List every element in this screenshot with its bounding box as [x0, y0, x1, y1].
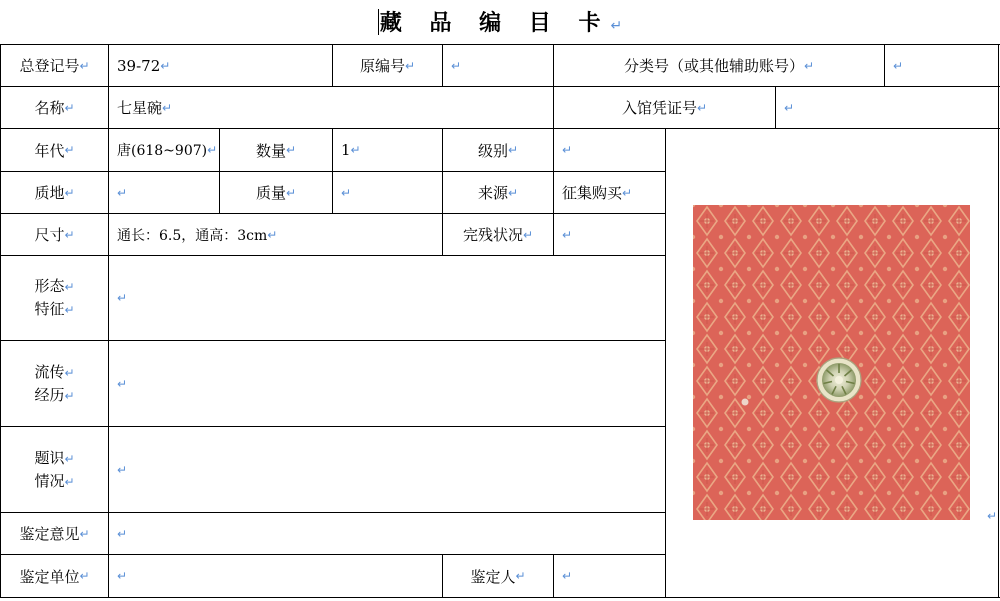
weight-value[interactable]: ↵ — [341, 185, 352, 200]
era-label: 年代 ↵ — [34, 141, 75, 160]
side-paragraph-mark: ↵ — [987, 509, 998, 523]
artifact-photo — [693, 205, 970, 520]
name-value[interactable]: 七星碗 ↵ — [117, 99, 173, 117]
card-title-text: 藏 品 编 目 卡 — [379, 11, 611, 36]
bowl-photo-image — [693, 205, 970, 520]
shape-label: 形态↵ 特征↵ — [34, 277, 75, 318]
grade-value[interactable]: ↵ — [562, 143, 573, 157]
appraisal-unit-value[interactable]: ↵ — [117, 569, 128, 583]
condition-value[interactable]: ↵ — [562, 227, 573, 242]
qty-value[interactable]: 1 ↵ — [341, 141, 361, 159]
text-cursor — [378, 9, 379, 35]
history-value[interactable]: ↵ — [117, 376, 128, 391]
qty-label: 数量 ↵ — [255, 141, 297, 160]
history-label: 流传↵ 经历↵ — [34, 362, 75, 404]
era-value[interactable]: 唐(618~907) ↵ — [117, 143, 218, 159]
source-label: 来源 ↵ — [477, 184, 519, 202]
source-value[interactable]: 征集购买 ↵ — [562, 184, 633, 202]
class-no-label: 分类号（或其他辅助账号） ↵ — [623, 57, 815, 75]
appraisal-value[interactable]: ↵ — [117, 526, 128, 541]
name-label: 名称 ↵ — [34, 99, 75, 117]
size-value[interactable]: 通长：6.5，通高：3cm ↵ — [117, 227, 278, 244]
entry-voucher-value[interactable]: ↵ — [784, 100, 795, 115]
weight-label: 质量 ↵ — [255, 184, 297, 202]
orig-no-label: 原编号 ↵ — [359, 57, 416, 75]
appraiser-value[interactable]: ↵ — [562, 569, 573, 583]
total-reg-no-value[interactable]: 39-72 ↵ — [117, 56, 171, 75]
appraisal-label: 鉴定意见 ↵ — [19, 525, 90, 543]
material-value[interactable]: ↵ — [117, 185, 128, 200]
entry-voucher-label: 入馆凭证号 ↵ — [621, 99, 708, 117]
shape-value[interactable]: ↵ — [117, 291, 128, 305]
size-label: 尺寸 ↵ — [34, 226, 75, 244]
grade-label: 级别 ↵ — [477, 141, 519, 160]
inscription-label: 题识↵ 情况↵ — [34, 448, 75, 490]
condition-label: 完残状况 ↵ — [462, 226, 534, 244]
total-reg-no-label: 总登记号 ↵ — [19, 57, 90, 75]
class-no-value[interactable]: ↵ — [893, 58, 904, 73]
orig-no-value[interactable]: ↵ — [451, 58, 462, 73]
card-title — [0, 6, 1000, 37]
appraisal-unit-label: 鉴定单位 ↵ — [19, 567, 90, 586]
paragraph-mark: ↵ — [610, 18, 623, 34]
material-label: 质地 ↵ — [34, 184, 75, 202]
appraiser-label: 鉴定人 ↵ — [470, 567, 526, 586]
inscription-value[interactable]: ↵ — [117, 462, 128, 477]
